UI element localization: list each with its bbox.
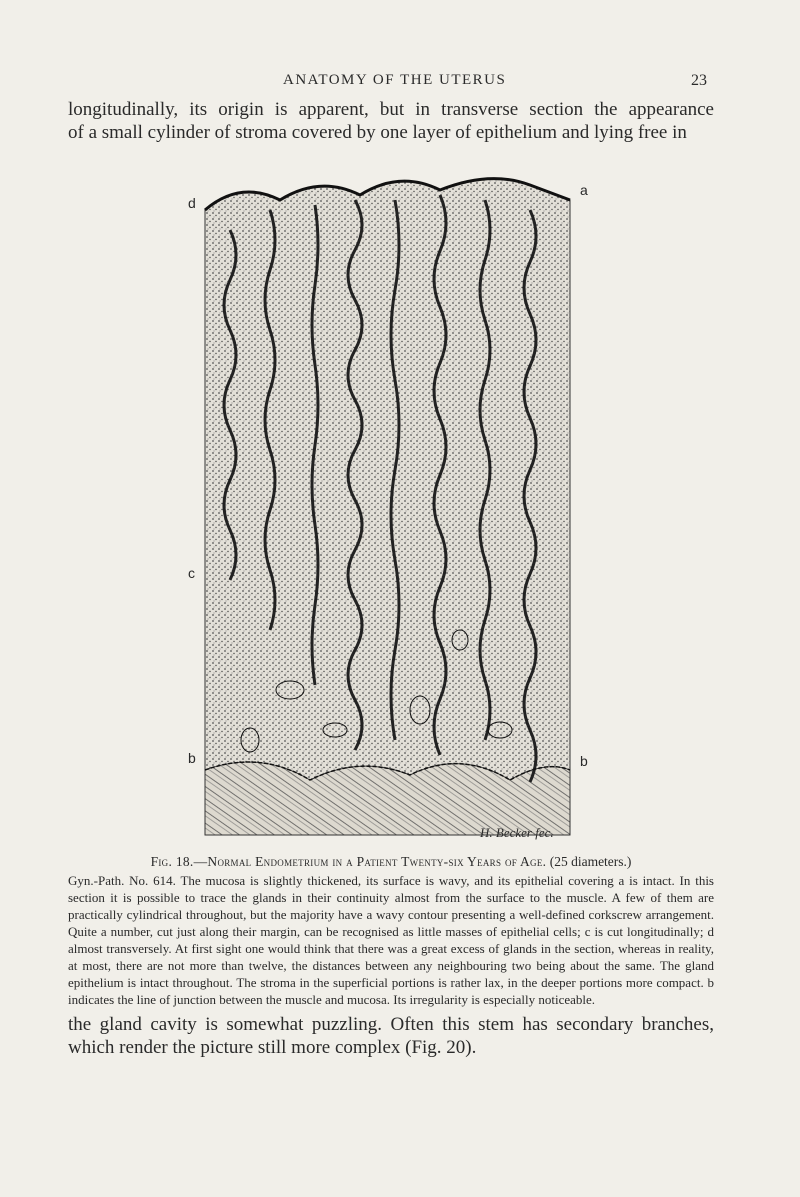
- caption-fig-number: Fig. 18.: [150, 854, 194, 869]
- caption-body: Gyn.-Path. No. 614. The mucosa is slightly thickened, its surface is wavy, and its epithelial covering a is intact. In this section it is possible to trace the glands in their continuity almost from the surface to the muscle. A few of them are practically cylindrical throughout, but the majority have a wavy contour presenting a well-defined corkscrew arrangement. Quite a number, cut just along their margin, can be recognised as little masses of epithelial cells; c is cut longitudinally; d almost transversely. At first sight one would think that there was a great excess of glands in the section, whereas in reality, at most, there are not more than twelve, the distances between any neighbouring two being about the same. The gland epithelium is intact throughout. The stroma in the superficial portions is rather lax, in the deeper portions more compact. b indicates the line of junction between the muscle and mucosa. Its irregularity is especially noticeable.: [68, 873, 714, 1007]
- top-paragraph: [68, 98, 714, 144]
- label-b-left: b: [188, 750, 196, 766]
- label-d: d: [188, 195, 196, 211]
- running-title: ANATOMY OF THE UTERUS: [283, 72, 507, 88]
- bottom-paragraph: the gland cavity is somewhat puzzling. Often this stem has secondary branches, which render the picture still more complex (Fig. 20).: [68, 1014, 714, 1058]
- top-paragraph-line-2: of a small cylinder of stroma covered by one layer of epithelium and lying free in: [68, 122, 687, 143]
- engraver-signature: H. Becker fec.: [480, 825, 554, 840]
- top-paragraph-line-1: longitudinally, its origin is apparent, but in transverse section the appearance: [68, 99, 714, 120]
- figure-caption: [68, 853, 714, 1008]
- figure-18: [180, 160, 600, 850]
- caption-title: [68, 853, 714, 870]
- page-number: 23: [691, 72, 707, 89]
- label-a: a: [580, 182, 588, 198]
- endometrium-illustration: [200, 170, 575, 840]
- caption-magnification: (25 diameters.): [549, 854, 632, 869]
- label-b-right: b: [580, 753, 588, 769]
- caption-heading: —Normal Endometrium in a Patient Twenty-six Years of Age.: [193, 854, 547, 869]
- running-head: [0, 72, 800, 96]
- label-c: c: [188, 565, 195, 581]
